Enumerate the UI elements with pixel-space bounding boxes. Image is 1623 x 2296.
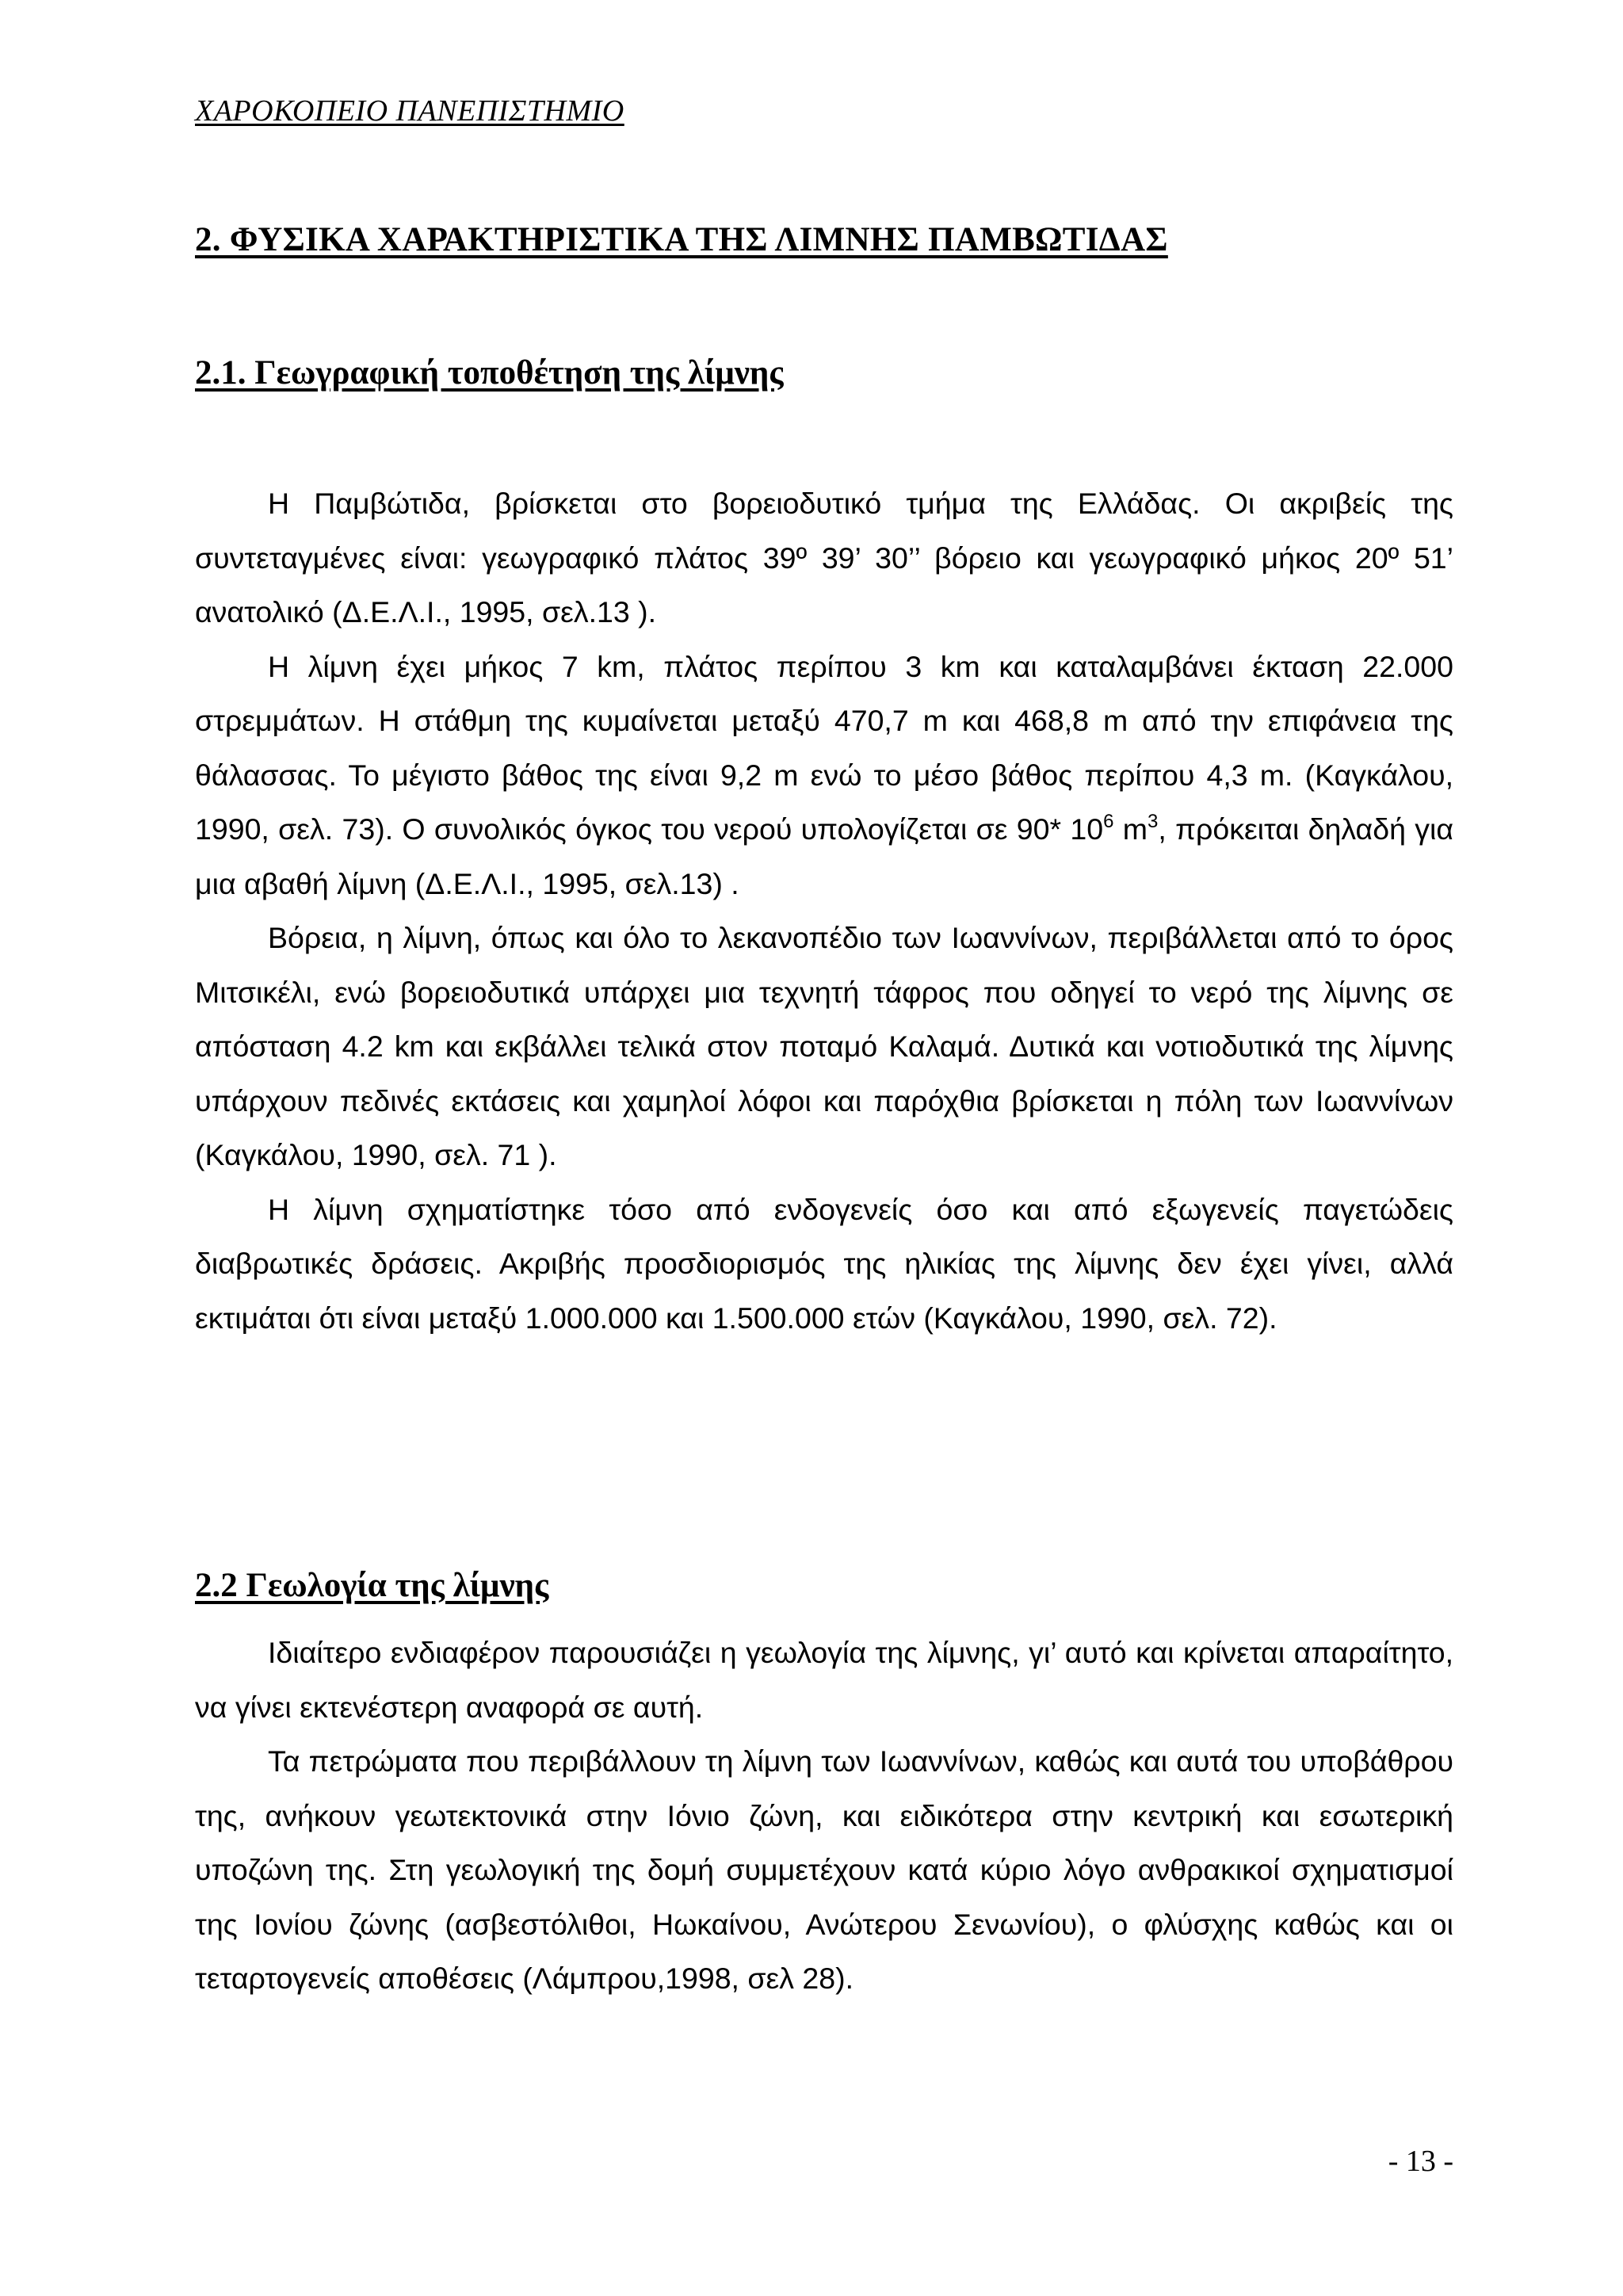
paragraph-rock-formations: Τα πετρώματα που περιβάλλουν τη λίμνη των Ιωαννίνων, καθώς και αυτά του υποβάθρου της, ανήκουν γεωτεκτονικά στην Ιόνιο ζώνη, και ειδικότερα στην κεντρική και εσωτερική υποζώνη της. Στη γεωλογική της δομή συμμετέχουν κατά κύριο λόγο ανθρακικοί σχηματισμοί της Ιονίου ζώνης (ασβεστόλιθοι, Ηωκαίνου, Ανώτερου Σενωνίου), ο φλύσχης καθώς και οι τεταρτογενείς αποθέσεις (Λάμπρου,1998, σελ 28). xyxy=(195,1744,1453,1995)
paragraph-dimensions-text: Η λίμνη έχει μήκος 7 km, πλάτος περίπου 3 km και καταλαμβάνει έκταση 22.000 στρεμμάτων. Η στάθμη της κυμαίνεται μεταξύ 470,7 m και 468,8 m από την επιφάνεια της θάλασσας. Το μέγιστο βάθος της είναι 9,2 m ενώ το μέσο βάθος περίπου 4,3 m. (Καγκάλου, 1990, σελ. 73). Ο συνολικός όγκος του νερού υπολογίζεται σε 90* 10 xyxy=(195,649,1453,846)
section-title-geology: 2.2 Γεωλογία της λίμνης xyxy=(195,1567,549,1604)
section-body-geology xyxy=(195,1626,1453,2006)
section-title-geographic-location: 2.1. Γεωγραφική τοποθέτηση της λίμνης xyxy=(195,354,784,392)
chapter-title: 2. ΦΥΣΙΚΑ ΧΑΡΑΚΤΗΡΙΣΤΙΚΑ ΤΗΣ ΛΙΜΝΗΣ ΠΑΜΒΩΤΙΔΑΣ xyxy=(195,221,1168,258)
paragraph-dimensions xyxy=(195,640,1453,911)
exponent-3: 3 xyxy=(1148,811,1159,832)
paragraph-geology-intro: Ιδιαίτερο ενδιαφέρον παρουσιάζει η γεωλογία της λίμνης, γι’ αυτό και κρίνεται απαραίτητο, να γίνει εκτενέστερη αναφορά σε αυτή. xyxy=(195,1636,1453,1724)
running-header: ΧΑΡΟΚΟΠΕΙΟ ΠΑΝΕΠΙΣΤΗΜΙΟ xyxy=(195,94,624,128)
paragraph-surroundings: Βόρεια, η λίμνη, όπως και όλο το λεκανοπέδιο των Ιωαννίνων, περιβάλλεται από το όρος Μιτσικέλι, ενώ βορειοδυτικά υπάρχει μια τεχνητή τάφρος που οδηγεί το νερό της λίμνης σε απόσταση 4.2 km και εκβάλλει τελικά στον ποταμό Καλαμά. Δυτικά και νοτιοδυτικά της λίμνης υπάρχουν πεδινές εκτάσεις και χαμηλοί λόφοι και παρόχθια βρίσκεται η πόλη των Ιωαννίνων (Καγκάλου, 1990, σελ. 71 ). xyxy=(195,921,1453,1171)
section-body-geographic-location xyxy=(195,476,1453,1345)
page-number: - 13 - xyxy=(1388,2145,1453,2178)
paragraph-formation: Η λίμνη σχηματίστηκε τόσο από ενδογενείς όσο και από εξωγενείς παγετώδεις διαβρωτικές δράσεις. Ακριβής προσδιορισμός της ηλικίας της λίμνης δεν έχει γίνει, αλλά εκτιμάται ότι είναι μεταξύ 1.000.000 και 1.500.000 ετών (Καγκάλου, 1990, σελ. 72). xyxy=(195,1192,1453,1335)
paragraph-coordinates: Η Παμβώτιδα, βρίσκεται στο βορειοδυτικό τμήμα της Ελλάδας. Οι ακριβείς της συντεταγμένες είναι: γεωγραφικό πλάτος 39º 39’ 30’’ βόρειο και γεωγραφικό μήκος 20º 51’ ανατολικό (Δ.Ε.Λ.Ι., 1995, σελ.13 ). xyxy=(195,487,1453,628)
unit-m: m xyxy=(1113,812,1148,846)
paragraph-dimensions-tail: , πρόκειται δηλαδή για μια αβαθή λίμνη (Δ.Ε.Λ.Ι., 1995, σελ.13) . xyxy=(195,812,1453,900)
exponent-6: 6 xyxy=(1103,811,1114,832)
